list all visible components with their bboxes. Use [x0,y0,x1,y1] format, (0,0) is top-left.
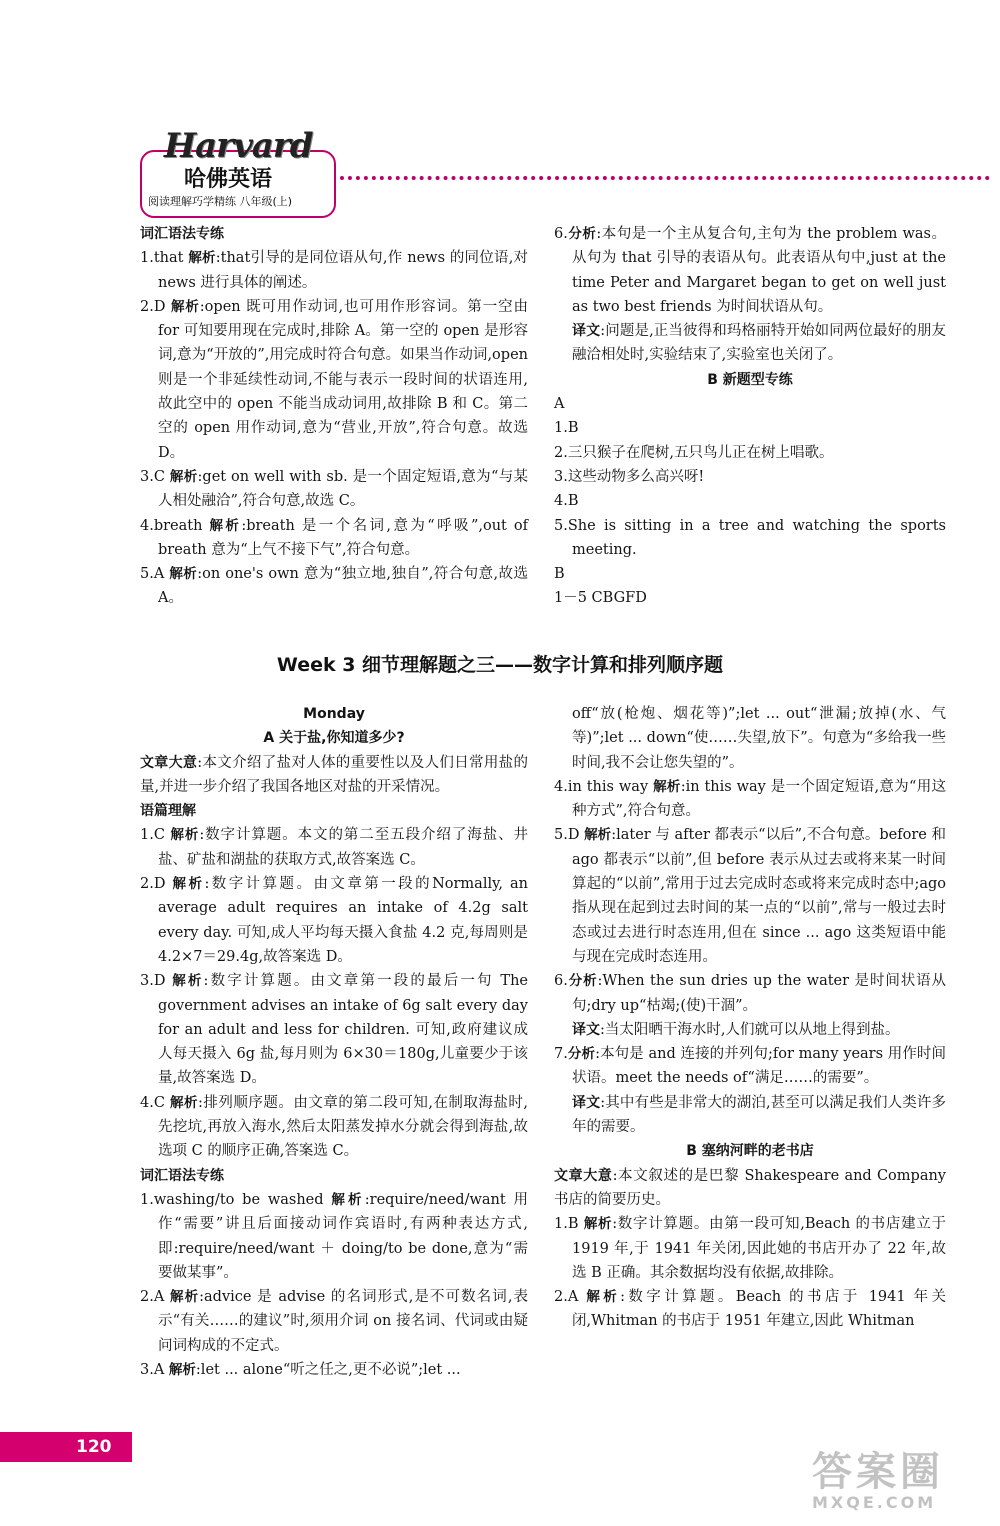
answer-item: 5.She is sitting in a tree and watching the sports meeting. [554,517,946,558]
answer-item: 7.分析:本句是 and 连接的并列句;for many years 用作时间状语。meet the needs of“满足……的需要”。 [554,1046,946,1087]
day-heading: Monday [303,706,365,722]
bottom-left-column [140,702,528,1382]
answer-item: 1.B 解析:数字计算题。由第一段可知,Beach 的书店建立于 1919 年,于 1941 年关闭,因此她的书店开办了 22 年,故选 B 正确。其余数据均没有依据,故排除。 [554,1216,946,1281]
summary: 文章大意:本文叙述的是巴黎 Shakespeare and Company书店的简要历史。 [554,1167,946,1208]
section-heading: 语篇理解 [140,803,196,820]
answer-item: 4.breath 解析:breath 是一个名词,意为“呼吸”,out of breath 意为“上气不接下气”,符合句意。 [140,517,529,558]
answer-item: 4.B [554,493,579,510]
answer-item: 3.A 解析:let ... alone“听之任之,更不必说”;let ... [140,1362,461,1379]
watermark-bottom: MXQE.COM [812,1493,937,1512]
answer-item: 2.A 解析:数字计算题。Beach 的书店于 1941 年关闭,Whitman 的书店于 1951 年建立,因此 Whitman [554,1289,947,1330]
translation: 译文:当太阳晒干海水时,人们就可以从地上得到盐。 [572,1021,900,1038]
watermark-logo [812,1440,992,1520]
bottom-right-column [554,702,946,1334]
section-heading: B 新题型专练 [707,371,793,388]
answer-item: 2.三只猴子在爬树,五只鸟儿正在树上唱歌。 [554,444,834,461]
logo-chinese-title: 哈佛英语 [184,167,273,192]
section-heading: 词汇语法专练 [140,1167,224,1184]
answer-item: 2.A 解析:advice 是 advise 的名词形式,是不可数名词,表示“有关……的建议”时,须用介词 on 接名词、代词或由疑问词构成的不定式。 [140,1289,529,1354]
answer-item: 1.that 解析:that引导的是同位语从句,作 news 的同位语,对 news 进行具体的阐述。 [140,250,529,291]
header-dotted-rule [340,176,990,180]
answer-item: 4.C 解析:排列顺序题。由文章的第二段可知,在制取海盐时,先挖坑,再放入海水,然后太阳蒸发掉水分就会得到海盐,故选项 C 的顺序正确,答案选 C。 [140,1094,529,1160]
answer-item: 1.C 解析:数字计算题。本文的第二至五段介绍了海盐、井盐、矿盐和湖盐的获取方式,故答案选 C。 [140,827,529,868]
passage-title: B 塞纳河畔的老书店 [686,1143,814,1160]
answer-item: 6.分析:When the sun dries up the water 是时间状语从句;dry up“枯竭;(使)干涸”。 [554,973,947,1014]
answer-item: 2.D 解析:数字计算题。由文章第一段的Normally, an average adult requires an intake of 4.2g salt every day. 可知,成人平均每天摄入食盐 4.2 克,每周则是 4.2×7＝29.4g,故答案选 D。 [140,876,529,965]
watermark-top: 答案圈 [812,1449,944,1495]
answer-item: 5.A 解析:on one's own 意为“独立地,独自”,符合句意,故选 A。 [140,566,528,607]
answer-item: 6.分析:本句是一个主从复合句,主句为 the problem was。从句为 that 引导的表语从句。此表语从句中,just at the time Peter and Margaret began to get on well just as two best friends 为时间状语从句。 [554,226,947,315]
top-left-column [140,222,528,611]
answer-item: 1－5 CBGFD [554,590,647,607]
answer-item: 5.D 解析:later 与 after 都表示“以后”,不合句意。before 和 ago 都表示“以前”,但 before 表示从过去或将来某一时间算起的“以前”,常用于过去完成时态或将来完成时态中;ago 指从现在起到过去时间的某一点的“以前”,常与一般过去时态或过去进行时态连用,但在 since ... ago 这类短语中能与现在完成时态连用。 [554,827,947,965]
logo-subtitle: 阅读理解巧学精练 八年级(上) [148,195,293,208]
page-header [140,126,990,222]
answer-item: 2.D 解析:open 既可用作动词,也可用作形容词。第一空由 for 可知要用现在完成时,排除 A。第一空的 open 是形容词,意为“开放的”,用完成时符合句意。如果当作动词,open 则是一个非延续性动词,不能与表示一段时间的状语连用,故此空中的 open 不能当成动词用,故排除 B 和 C。第二空的 open 用作动词,意为“营业,开放”,符合句意。故选 D。 [140,298,528,461]
logo-harvard: Harvard [164,126,313,166]
answer-item: 4.in this way 解析:in this way 是一个固定短语,意为“用这种方式”,符合句意。 [554,778,947,820]
page-number: 120 [0,1432,132,1462]
top-right-column [554,222,946,611]
answer-item: 1.B [554,420,579,437]
answer-item: 1.washing/to be washed 解析:require/need/want 用作“需要”讲且后面接动词作宾语时,有两种表达方式,即:require/need/want ＋ doing/to be done,意为“需要做某事”。 [140,1191,528,1281]
answer-item: 3.这些动物多么高兴呀! [554,468,705,485]
answer-item: 3.D 解析:数字计算题。由文章第一段的最后一句 The government advises an intake of 6g salt every day for an adult and less for children. 可知,政府建议成人每天摄入 6g 盐,每月则为 6×30＝180g,儿童要少于该量,故答案选 D。 [140,973,529,1087]
continued-text: off“放(枪炮、烟花等)”;let ... out“泄漏;放掉(水、气等)”;let ... down“使……失望,放下”。句意为“多给我一些时间,我不会让您失望的”。 [572,706,946,771]
passage-title: A 关于盐,你知道多少? [263,730,405,747]
translation: 译文:其中有些是非常大的湖泊,甚至可以满足我们人类许多年的需要。 [572,1094,946,1136]
translation: 译文:问题是,正当彼得和玛格丽特开始如同两位最好的朋友融洽相处时,实验结束了,实验室也关闭了。 [572,323,946,364]
answer-item: 3.C 解析:get on well with sb. 是一个固定短语,意为“与某人相处融洽”,符合句意,故选 C。 [140,468,529,510]
summary: 文章大意:本文介绍了盐对人体的重要性以及人们日常用盐的量,并进一步介绍了我国各地区对盐的开采情况。 [140,754,528,795]
section-heading: 词汇语法专练 [140,226,224,242]
part-label: A [554,396,565,413]
week-title: Week 3 细节理解题之三——数字计算和排列顺序题 [276,654,724,676]
part-label: B [554,566,565,583]
